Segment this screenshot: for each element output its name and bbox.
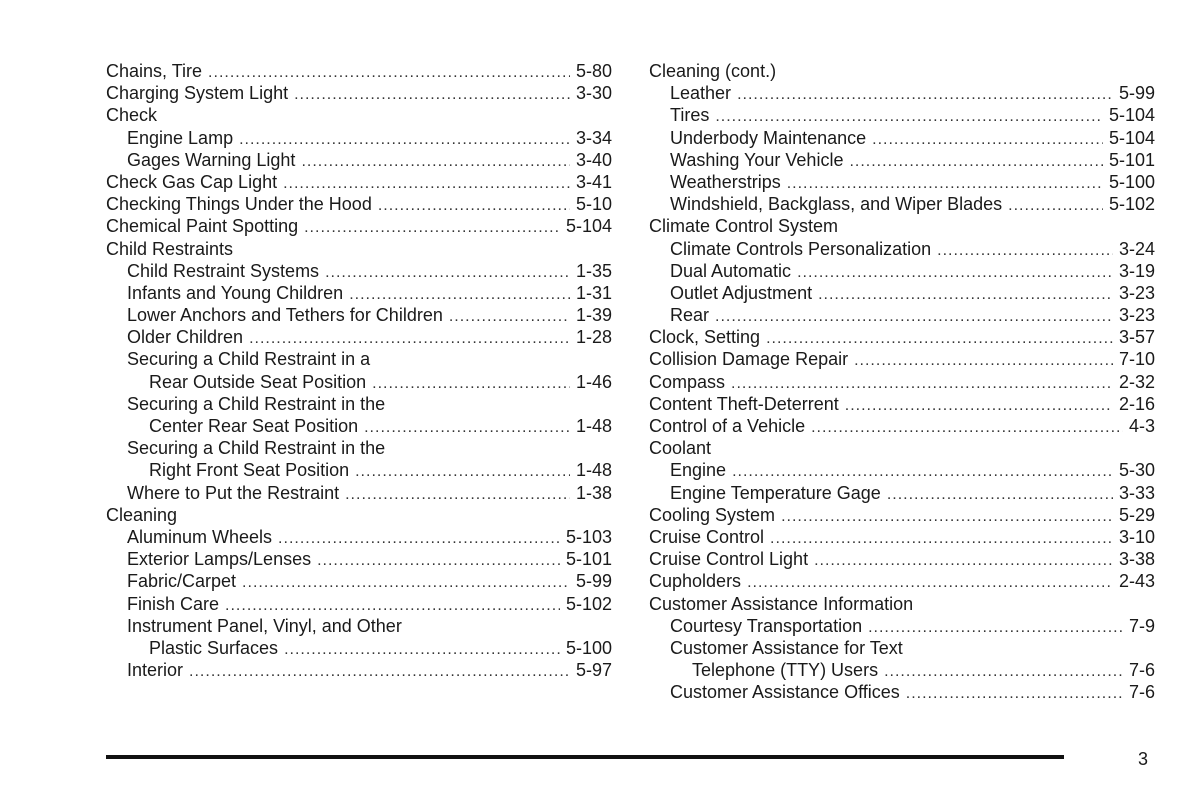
index-entry-label: Securing a Child Restraint in the xyxy=(127,438,386,459)
index-entry-page: 1-48 xyxy=(575,460,612,481)
index-entry xyxy=(649,82,1155,104)
index-entry-page: 5-102 xyxy=(565,593,612,614)
dot-leader xyxy=(283,173,570,195)
index-entry-label: Tires xyxy=(670,105,710,126)
index-entry-page: 5-99 xyxy=(1118,83,1155,104)
index-entry xyxy=(649,282,1155,304)
index-entry xyxy=(649,393,1155,415)
index-entry-label: Control of a Vehicle xyxy=(649,416,806,436)
index-entry xyxy=(649,348,1155,370)
index-entry xyxy=(649,593,1155,615)
index-entry-label: Leather xyxy=(670,83,732,104)
dot-leader xyxy=(884,661,1123,683)
index-entry xyxy=(106,393,612,415)
index-entry-label: Dual Automatic xyxy=(670,260,792,281)
dot-leader xyxy=(818,284,1113,306)
index-entry-page: 3-41 xyxy=(575,171,612,192)
index-entry-label: Cleaning xyxy=(106,504,178,525)
index-entry xyxy=(649,238,1155,260)
index-entry xyxy=(106,127,612,149)
dot-leader xyxy=(868,617,1123,639)
index-entry xyxy=(106,260,612,282)
index-entry-page: 3-19 xyxy=(1118,260,1155,281)
index-entry-label: Finish Care xyxy=(127,593,220,614)
index-entry-label: Where to Put the Restraint xyxy=(127,482,340,503)
dot-leader xyxy=(781,506,1113,528)
dot-leader xyxy=(787,173,1103,195)
index-entry-label: Cleaning (cont.) xyxy=(649,61,777,81)
dot-leader xyxy=(364,417,570,439)
dot-leader xyxy=(378,195,570,217)
index-entry-page: 1-38 xyxy=(575,482,612,503)
dot-leader xyxy=(731,373,1113,395)
index-entry-label: Outlet Adjustment xyxy=(670,282,813,303)
index-entry-label: Cupholders xyxy=(649,571,742,592)
index-entry-label: Engine Lamp xyxy=(127,127,234,148)
dot-leader xyxy=(845,395,1113,417)
index-entry xyxy=(106,104,612,126)
index-entry-page: 7-10 xyxy=(1118,349,1155,370)
index-entry xyxy=(649,304,1155,326)
index-entry-page: 7-9 xyxy=(1128,615,1155,636)
index-entry-label: Fabric/Carpet xyxy=(127,571,237,592)
index-entry xyxy=(649,570,1155,592)
index-entry-label: Clock, Setting xyxy=(649,327,761,348)
index-entry-page: 5-103 xyxy=(565,526,612,547)
index-entry-page: 3-40 xyxy=(575,149,612,170)
index-entry-label: Charging System Light xyxy=(106,83,289,104)
index-entry xyxy=(106,171,612,193)
dot-leader xyxy=(301,151,570,173)
dot-leader xyxy=(747,572,1113,594)
index-entry-label: Coolant xyxy=(649,438,712,459)
dot-leader xyxy=(797,262,1113,284)
index-entry-page: 3-10 xyxy=(1118,526,1155,547)
index-entry-page: 5-100 xyxy=(1108,171,1155,192)
index-entry-label: Lower Anchors and Tethers for Children xyxy=(127,305,443,326)
index-entry-label: Rear xyxy=(670,305,710,326)
index-entry-page: 2-43 xyxy=(1118,571,1155,592)
index-entry-label: Chains, Tire xyxy=(106,61,203,81)
index-entry-page: 3-57 xyxy=(1118,327,1155,348)
dot-leader xyxy=(715,106,1103,128)
dot-leader xyxy=(294,84,570,106)
dot-leader xyxy=(887,484,1113,506)
index-entry xyxy=(106,437,612,459)
dot-leader xyxy=(189,661,570,683)
dot-leader xyxy=(349,284,570,306)
index-entry-page: 5-100 xyxy=(565,637,612,658)
dot-leader xyxy=(449,306,570,328)
index-entry xyxy=(106,615,612,637)
index-entry-label: Collision Damage Repair xyxy=(649,349,849,370)
index-entry xyxy=(649,127,1155,149)
index-entry-label: Securing a Child Restraint in a xyxy=(127,349,371,370)
footer-rule xyxy=(106,755,1064,759)
index-entry-page: 7-6 xyxy=(1128,660,1155,681)
index-entry xyxy=(106,238,612,260)
index-entry xyxy=(106,637,612,659)
index-entry xyxy=(106,459,612,481)
index-entry xyxy=(106,659,612,681)
index-entry-page: 3-33 xyxy=(1118,482,1155,503)
index-entry xyxy=(649,326,1155,348)
index-entry-label: Washing Your Vehicle xyxy=(670,149,844,170)
dot-leader xyxy=(278,528,560,550)
index-entry-label: Checking Things Under the Hood xyxy=(106,194,372,215)
index-entry-page: 5-101 xyxy=(565,549,612,570)
dot-leader xyxy=(811,417,1123,439)
dot-leader xyxy=(1008,195,1103,217)
index-entry xyxy=(106,593,612,615)
index-entry-page: 3-24 xyxy=(1118,238,1155,259)
dot-leader xyxy=(854,350,1113,372)
dot-leader xyxy=(766,328,1113,350)
index-entry xyxy=(649,504,1155,526)
index-entry xyxy=(106,215,612,237)
index-entry xyxy=(106,348,612,370)
index-entry-page: 5-10 xyxy=(575,194,612,215)
index-entry xyxy=(106,371,612,393)
index-entry-page: 3-30 xyxy=(575,83,612,104)
index-entry xyxy=(106,60,612,82)
index-entry-page: 5-99 xyxy=(575,571,612,592)
index-entry-label: Windshield, Backglass, and Wiper Blades xyxy=(670,194,1003,215)
index-entry-label: Engine xyxy=(670,460,727,481)
index-entry xyxy=(106,526,612,548)
index-entry-page: 1-31 xyxy=(575,282,612,303)
index-entry-page: 5-104 xyxy=(1108,105,1155,126)
index-entry xyxy=(649,548,1155,570)
index-entry-label: Climate Controls Personalization xyxy=(670,238,932,259)
index-entry-label: Customer Assistance Offices xyxy=(670,682,900,703)
index-entry xyxy=(106,570,612,592)
index-entry-page: 2-16 xyxy=(1118,393,1155,414)
dot-leader xyxy=(355,461,570,483)
dot-leader xyxy=(872,129,1103,151)
index-entry-page: 3-23 xyxy=(1118,305,1155,326)
index-entry xyxy=(649,459,1155,481)
index-entry xyxy=(649,260,1155,282)
index-entry-label: Center Rear Seat Position xyxy=(149,416,359,436)
index-entry xyxy=(649,193,1155,215)
index-entry xyxy=(649,437,1155,459)
index-entry-label: Chemical Paint Spotting xyxy=(106,216,299,237)
index-entry-label: Customer Assistance Information xyxy=(649,593,914,614)
index-entry-label: Older Children xyxy=(127,327,244,348)
index-entry-label: Check xyxy=(106,105,158,126)
dot-leader xyxy=(325,262,570,284)
index-entry xyxy=(649,104,1155,126)
index-entry-label: Infants and Young Children xyxy=(127,282,344,303)
index-entry-page: 5-104 xyxy=(565,216,612,237)
index-entry xyxy=(649,526,1155,548)
dot-leader xyxy=(345,484,570,506)
index-entry xyxy=(106,282,612,304)
index-entry-page: 5-29 xyxy=(1118,504,1155,525)
index-entry-page: 1-46 xyxy=(575,371,612,392)
index-entry xyxy=(106,82,612,104)
dot-leader xyxy=(937,240,1113,262)
index-entry xyxy=(649,371,1155,393)
index-entry-label: Climate Control System xyxy=(649,216,839,237)
index-entry xyxy=(649,215,1155,237)
index-entry xyxy=(106,548,612,570)
index-entry-label: Check Gas Cap Light xyxy=(106,171,278,192)
index-entry-label: Cruise Control xyxy=(649,526,765,547)
index-entry-page: 1-39 xyxy=(575,305,612,326)
dot-leader xyxy=(849,151,1103,173)
index-column-right xyxy=(649,60,1155,703)
index-entry xyxy=(106,415,612,437)
index-entry xyxy=(649,659,1155,681)
index-entry-label: Child Restraints xyxy=(106,238,234,259)
dot-leader xyxy=(225,595,560,617)
index-entry xyxy=(649,681,1155,703)
index-entry-page: 3-38 xyxy=(1118,549,1155,570)
index-entry-page: 1-35 xyxy=(575,260,612,281)
index-entry-label: Cooling System xyxy=(649,504,776,525)
index-entry-label: Interior xyxy=(127,660,184,681)
index-entry-label: Instrument Panel, Vinyl, and Other xyxy=(127,615,402,636)
dot-leader xyxy=(770,528,1113,550)
index-entry xyxy=(649,637,1155,659)
dot-leader xyxy=(239,129,570,151)
page-number: 3 xyxy=(1138,749,1149,769)
index-entry-page: 3-34 xyxy=(575,127,612,148)
index-entry-page: 5-101 xyxy=(1108,149,1155,170)
index-entry-label: Courtesy Transportation xyxy=(670,615,863,636)
index-entry-page: 5-102 xyxy=(1108,194,1155,215)
index-entry-label: Content Theft-Deterrent xyxy=(649,393,839,414)
index-entry-label: Telephone (TTY) Users xyxy=(692,660,879,681)
dot-leader xyxy=(242,572,570,594)
dot-leader xyxy=(906,683,1123,705)
dot-leader xyxy=(304,217,560,239)
index-entry-label: Compass xyxy=(649,371,726,392)
index-entry-label: Securing a Child Restraint in the xyxy=(127,393,386,414)
index-entry xyxy=(106,326,612,348)
index-entry-page: 1-28 xyxy=(575,327,612,348)
dot-leader xyxy=(715,306,1113,328)
index-entry-label: Underbody Maintenance xyxy=(670,127,867,148)
index-entry xyxy=(106,504,612,526)
index-entry-page: 5-30 xyxy=(1118,460,1155,481)
index-entry-label: Customer Assistance for Text xyxy=(670,637,903,658)
index-entry-page: 7-6 xyxy=(1128,682,1155,703)
index-entry-label: Exterior Lamps/Lenses xyxy=(127,549,312,570)
dot-leader xyxy=(814,550,1113,572)
index-entry xyxy=(106,304,612,326)
index-entry-label: Child Restraint Systems xyxy=(127,260,320,281)
index-entry xyxy=(649,482,1155,504)
dot-leader xyxy=(732,461,1113,483)
index-entry xyxy=(649,171,1155,193)
index-entry-page: 1-48 xyxy=(575,416,612,436)
index-entry xyxy=(649,60,1155,82)
index-entry-page: 5-104 xyxy=(1108,127,1155,148)
index-entry-label: Aluminum Wheels xyxy=(127,526,273,547)
index-entry-page: 4-3 xyxy=(1128,416,1155,436)
index-entry xyxy=(106,482,612,504)
index-column-left xyxy=(106,60,612,681)
index-entry xyxy=(649,149,1155,171)
index-entry-label: Right Front Seat Position xyxy=(149,460,350,481)
dot-leader xyxy=(208,62,570,84)
dot-leader xyxy=(737,84,1113,106)
index-entry-label: Plastic Surfaces xyxy=(149,637,279,658)
index-entry xyxy=(649,615,1155,637)
dot-leader xyxy=(317,550,560,572)
index-entry-label: Weatherstrips xyxy=(670,171,781,192)
index-entry-page: 5-80 xyxy=(575,61,612,81)
index-entry-page: 5-97 xyxy=(575,660,612,681)
index-entry-label: Gages Warning Light xyxy=(127,149,296,170)
index-entry xyxy=(106,149,612,171)
index-entry-label: Engine Temperature Gage xyxy=(670,482,881,503)
index-entry xyxy=(649,415,1155,437)
index-entry xyxy=(106,193,612,215)
dot-leader xyxy=(249,328,570,350)
index-entry-label: Cruise Control Light xyxy=(649,549,809,570)
dot-leader xyxy=(372,373,570,395)
dot-leader xyxy=(284,639,560,661)
index-entry-page: 3-23 xyxy=(1118,282,1155,303)
index-entry-page: 2-32 xyxy=(1118,371,1155,392)
index-entry-label: Rear Outside Seat Position xyxy=(149,371,367,392)
